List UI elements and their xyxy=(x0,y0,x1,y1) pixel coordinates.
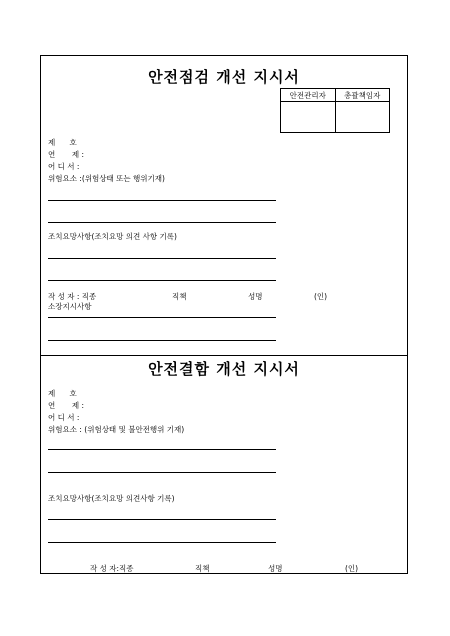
form2-seal-label: (인) xyxy=(345,564,359,573)
form1-name-label: 성명 xyxy=(248,292,263,301)
form2-name-label: 성명 xyxy=(268,564,283,573)
approval-col-general-manager: 총괄책임자 xyxy=(335,89,390,102)
form1-writer-label: 작 성 자 : 직종 xyxy=(48,292,97,301)
approval-col-safety-manager: 안전관리자 xyxy=(281,89,336,102)
section-divider xyxy=(40,355,408,356)
form2-title: 안전결함 개선 지시서 xyxy=(148,360,300,378)
form1-date-label: 연 제 : xyxy=(48,150,85,159)
form1-action-line-1[interactable] xyxy=(48,258,276,259)
approval-sign-cell-1[interactable] xyxy=(281,102,336,133)
approval-table xyxy=(280,88,390,133)
form2-action-line-1[interactable] xyxy=(48,519,276,520)
form2-number-label: 제 호 xyxy=(48,389,77,398)
form1-action-label: 조치요망사항(조치요망 의견 사항 기록) xyxy=(48,232,177,241)
form2-date-label: 연 제 : xyxy=(48,401,85,410)
form2-place-label: 어 디 서 : xyxy=(48,413,80,422)
form2-hazard-label: 위험요소 : (위험상태 및 불안전행위 기재) xyxy=(48,425,185,434)
approval-sign-cell-2[interactable] xyxy=(335,102,390,133)
form1-opinion-line-2[interactable] xyxy=(48,340,276,341)
form1-seal-label: (인) xyxy=(314,292,328,301)
form2-action-label: 조치요망사항(조치요망 의견사항 기록) xyxy=(48,494,175,503)
form1-opinion-label: 소장지시사항 xyxy=(48,302,92,311)
form2-action-line-2[interactable] xyxy=(48,542,276,543)
form1-hazard-label: 위험요소 :(위험상태 또는 행위기재) xyxy=(48,174,165,183)
form2-hazard-line-2[interactable] xyxy=(48,472,276,473)
form1-action-line-2[interactable] xyxy=(48,280,276,281)
form2-hazard-line-1[interactable] xyxy=(48,449,276,450)
form1-number-label: 제 호 xyxy=(48,138,77,147)
form1-place-label: 어 디 서 : xyxy=(48,162,80,171)
form1-hazard-line-2[interactable] xyxy=(48,222,276,223)
form2-position-label: 직책 xyxy=(195,564,210,573)
form1-title: 안전점검 개선 지시서 xyxy=(148,68,300,86)
form1-hazard-line-1[interactable] xyxy=(48,200,276,201)
form1-opinion-line-1[interactable] xyxy=(48,317,276,318)
form2-writer-label: 작 성 자:직종 xyxy=(90,564,134,573)
form1-position-label: 직책 xyxy=(172,292,187,301)
